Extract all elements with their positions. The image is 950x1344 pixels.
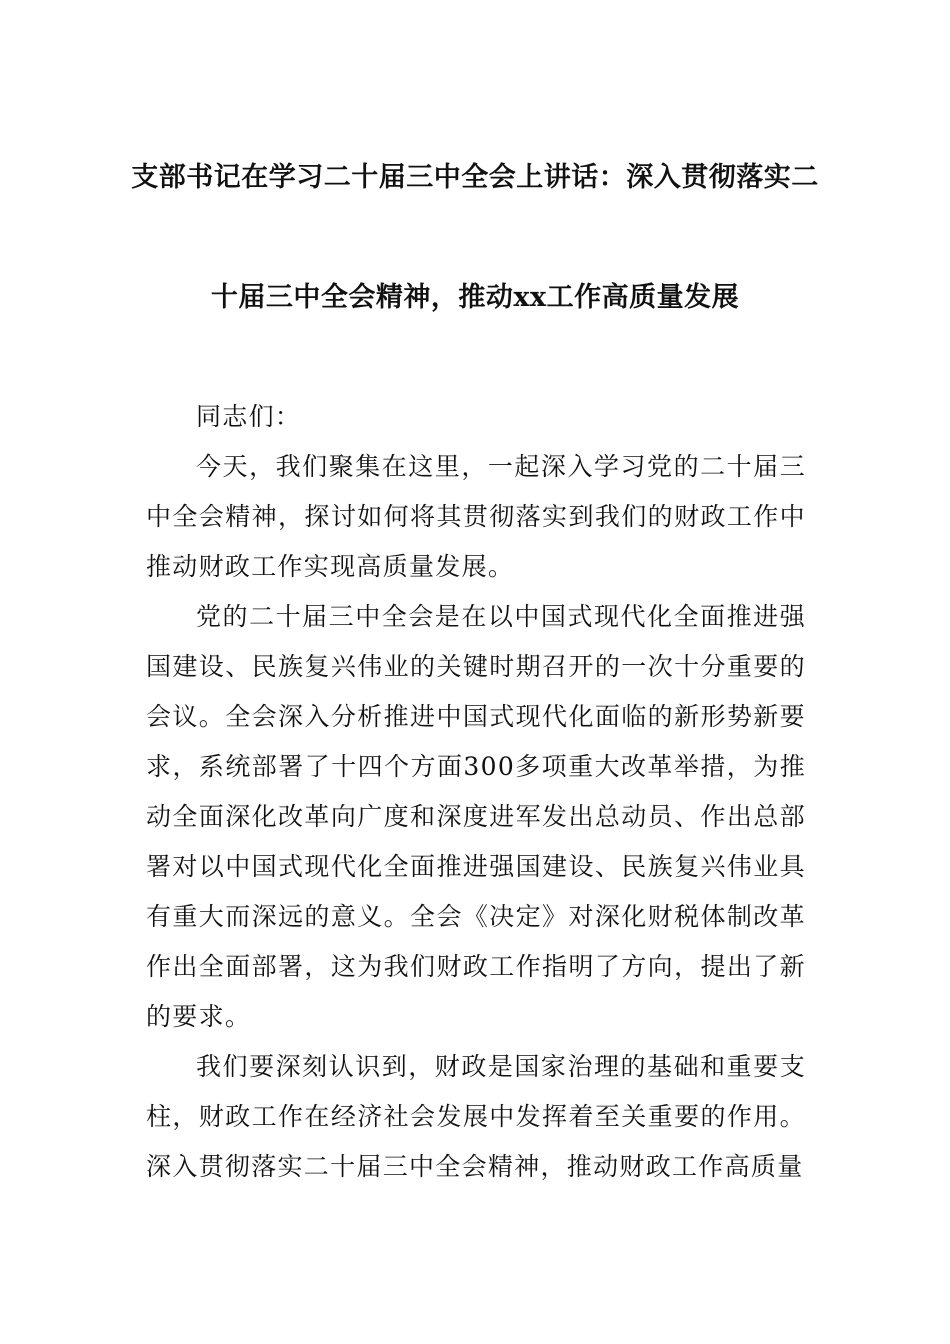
document-body [146, 392, 806, 1192]
paragraph-3: 我们要深刻认识到，财政是国家治理的基础和重要支柱，财政工作在经济社会发展中发挥着至关重要的作用。深入贯彻落实二十届三中全会精神，推动财政工作高质量 [146, 1052, 806, 1181]
paragraph-2: 党的二十届三中全会是在以中国式现代化全面推进强国建设、民族复兴伟业的关键时期召开的一次十分重要的会议。全会深入分析推进中国式现代化面临的新形势新要求，系统部署了十四个方面300多项重大改革举措，为推动全面深化改革向广度和深度进军发出总动员、作出总部署对以中国式现代化全面推进强国建设、民族复兴伟业具有重大而深远的意义。全会《决定》对深化财税体制改革作出全面部署，这为我们财政工作指明了方向，提出了新的要求。 [146, 602, 806, 1031]
document-title-line-1: 支部书记在学习二十届三中全会上讲话：深入贯彻落实二 [131, 162, 819, 193]
salutation: 同志们： [196, 402, 302, 431]
document-title-line-2: 十届三中全会精神，推动xx工作高质量发展 [210, 282, 740, 313]
paragraph-1: 今天，我们聚集在这里，一起深入学习党的二十届三中全会精神，探讨如何将其贯彻落实到我们的财政工作中推动财政工作实现高质量发展。 [146, 452, 806, 581]
